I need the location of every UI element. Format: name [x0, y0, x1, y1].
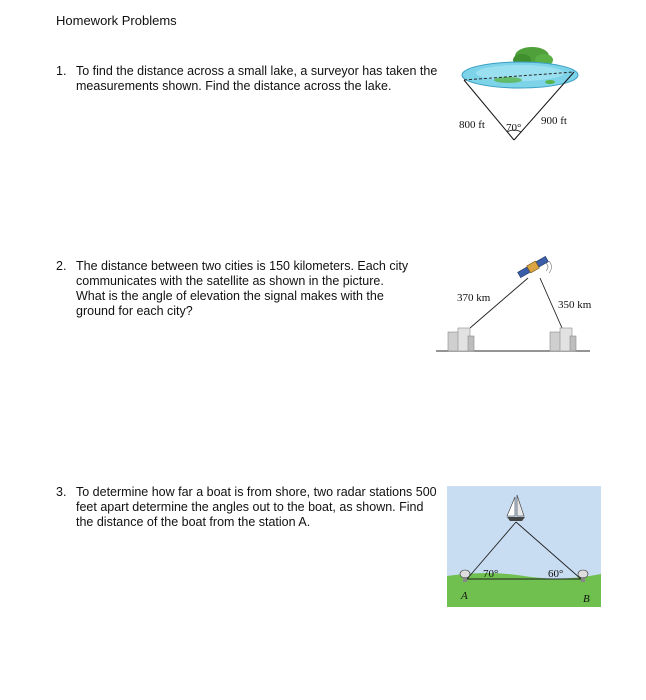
satellite-icon	[517, 256, 549, 279]
label-350km: 350 km	[558, 299, 592, 311]
label-angle-70: 70°	[506, 122, 522, 134]
label-station-a: A	[461, 590, 468, 602]
problem-text: To determine how far a boat is from shore, two radar stations 500 feet apart determine the angles out to the boat, as shown. Find the distance of the boat from the station A.	[76, 485, 437, 529]
city-right-icon	[550, 328, 576, 351]
label-370km: 370 km	[457, 292, 491, 304]
problem-2	[56, 259, 416, 319]
city-left-icon	[448, 328, 474, 351]
label-800ft: 800 ft	[459, 119, 485, 131]
problem-text: The distance between two cities is 150 kilometers. Each city communicates with the satellite as shown in the picture. What is the angle of elevation the signal makes with the ground for each city?	[76, 259, 409, 318]
problem-3	[56, 485, 441, 530]
lake-figure	[452, 42, 582, 152]
satellite-figure	[430, 250, 605, 360]
problem-1	[56, 64, 441, 94]
problem-number: 1.	[56, 64, 67, 78]
label-angle-b: 60°	[548, 568, 564, 580]
grass-strip	[447, 573, 601, 607]
problem-text: To find the distance across a small lake, a surveyor has taken the measurements shown. Find the distance across the lake.	[76, 64, 438, 93]
radar-figure	[447, 486, 601, 607]
problem-number: 3.	[56, 485, 67, 499]
label-station-b: B	[583, 593, 590, 605]
problem-number: 2.	[56, 259, 67, 273]
label-angle-a: 70°	[483, 568, 499, 580]
label-900ft: 900 ft	[541, 115, 567, 127]
page-title: Homework Problems	[56, 13, 177, 28]
